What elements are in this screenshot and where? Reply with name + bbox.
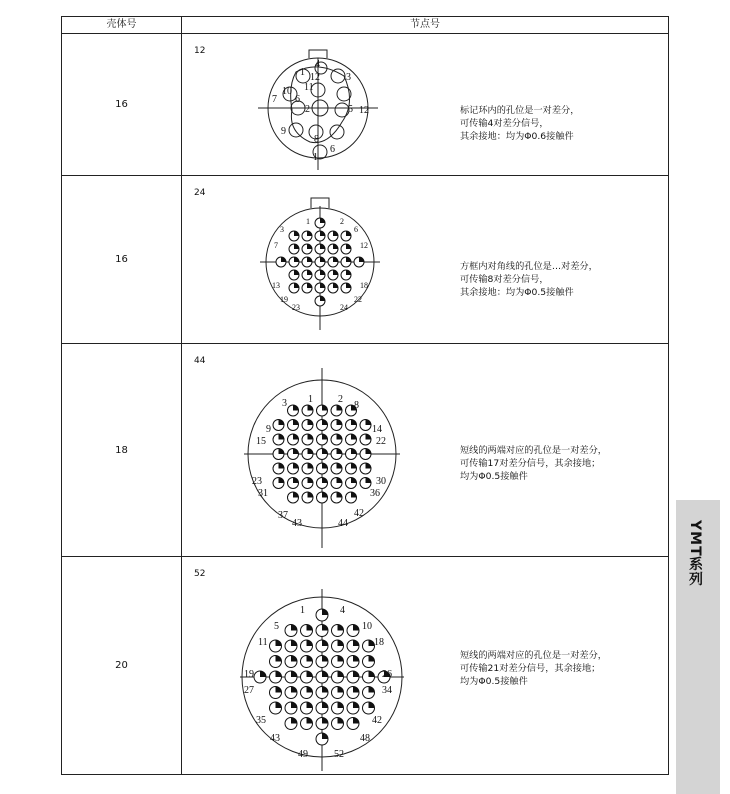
contact-pin-marker bbox=[351, 492, 357, 498]
contact-pin-marker bbox=[351, 434, 357, 440]
pin-label: 5 bbox=[348, 104, 353, 115]
pin-label: 42 bbox=[354, 508, 364, 519]
contact-pin-marker bbox=[322, 434, 328, 440]
contact-pin-marker bbox=[308, 434, 314, 440]
contact-pin-marker bbox=[337, 434, 343, 440]
pin-label: 44 bbox=[338, 518, 348, 529]
contact-pin-marker bbox=[320, 218, 325, 223]
contact-pin-marker bbox=[291, 640, 297, 646]
pin-label: 7 bbox=[272, 94, 277, 105]
shell-number: 16 bbox=[62, 176, 182, 343]
contact-pin-marker bbox=[276, 671, 282, 677]
contact-pin-marker bbox=[366, 434, 372, 440]
pin-label: 3 bbox=[282, 398, 287, 409]
contact-pin-marker bbox=[308, 449, 314, 455]
pin-label: 43 bbox=[270, 733, 280, 744]
contact-pin-marker bbox=[322, 609, 328, 615]
contact-pin-marker bbox=[320, 283, 325, 288]
pin-label: 1 bbox=[300, 605, 305, 616]
contact-pin-marker bbox=[338, 718, 344, 724]
contact-number-header: 节点号 bbox=[410, 19, 440, 30]
contact-pin-marker bbox=[293, 492, 299, 498]
contact-pin-marker bbox=[322, 492, 328, 498]
contact-pin-marker bbox=[308, 492, 314, 498]
pin-label: 31 bbox=[258, 488, 268, 499]
contact-pin-marker bbox=[293, 405, 299, 411]
contact-pin-marker bbox=[307, 640, 313, 646]
contact-pin-marker bbox=[353, 625, 359, 631]
pin-note: 短线的两端对应的孔位是一对差分， 可传输21对差分信号，其余接地； 均为Φ0.5接触件 bbox=[460, 650, 607, 687]
contact-pin-marker bbox=[322, 449, 328, 455]
contact-pin-marker bbox=[307, 687, 313, 693]
contact-pin-marker bbox=[293, 420, 299, 426]
contact-pin-marker bbox=[346, 270, 351, 275]
contact-pin-marker bbox=[351, 420, 357, 426]
pin-label: 7 bbox=[274, 241, 278, 250]
shell-number: 16 bbox=[62, 34, 182, 175]
pin-label: 6 bbox=[295, 94, 300, 105]
contact-pin-marker bbox=[322, 625, 328, 631]
pin-label: 19 bbox=[280, 295, 288, 304]
contact-pin-marker bbox=[320, 296, 325, 301]
contact-pin-marker bbox=[353, 640, 359, 646]
contact-pin-marker bbox=[353, 718, 359, 724]
contact-pin-marker bbox=[322, 478, 328, 484]
contact-pin-marker bbox=[351, 449, 357, 455]
shell-number-header: 壳体号 bbox=[62, 17, 182, 33]
insert-diagram-12 bbox=[258, 42, 378, 170]
contact-pin-marker bbox=[276, 640, 282, 646]
pin-label: 12 bbox=[359, 105, 369, 116]
contact-pin-marker bbox=[279, 478, 285, 484]
contact-pin-marker bbox=[293, 449, 299, 455]
contact-pin-marker bbox=[279, 463, 285, 469]
contact-pin-marker bbox=[338, 671, 344, 677]
pin-label: 10 bbox=[282, 86, 292, 97]
contact-count: 52 bbox=[194, 569, 206, 579]
contact-pin-marker bbox=[294, 231, 299, 236]
contact-pin-marker bbox=[369, 702, 375, 708]
contact-pin-marker bbox=[307, 231, 312, 236]
insert-diagram-24 bbox=[258, 182, 382, 332]
pin-label: 5 bbox=[274, 621, 279, 632]
series-label: YMT系列 bbox=[687, 520, 703, 587]
pin-label: 27 bbox=[244, 685, 254, 696]
contact-pin-marker bbox=[353, 671, 359, 677]
pin-note: 标记环内的孔位是一对差分， 可传输4对差分信号， 其余接地：均为Φ0.6接触件 bbox=[460, 105, 580, 142]
pin-label: 4 bbox=[315, 59, 320, 70]
contact-pin-marker bbox=[308, 463, 314, 469]
pin-label: 12 bbox=[360, 241, 368, 250]
contact-pin-marker bbox=[291, 671, 297, 677]
contact-pin-marker bbox=[333, 244, 338, 249]
contact-pin-marker bbox=[333, 231, 338, 236]
pin-label: 11 bbox=[304, 82, 314, 93]
pin-label: 26 bbox=[382, 669, 392, 680]
contact-pin-marker bbox=[338, 625, 344, 631]
contact-pin-marker bbox=[346, 257, 351, 262]
table-row bbox=[62, 557, 668, 774]
pin-label: 49 bbox=[298, 749, 308, 760]
pin-label: 1 bbox=[300, 67, 305, 78]
pin-label: 4 bbox=[340, 605, 345, 616]
pin-label: 30 bbox=[376, 476, 386, 487]
contact-pin-marker bbox=[338, 640, 344, 646]
table-row bbox=[62, 34, 668, 176]
pin-label: 22 bbox=[354, 295, 362, 304]
contact-pin-marker bbox=[322, 463, 328, 469]
contact-count: 24 bbox=[194, 188, 206, 198]
pin-label: 8 bbox=[314, 134, 319, 145]
contact-pin-marker bbox=[346, 283, 351, 288]
pin-label: 19 bbox=[244, 669, 254, 680]
contact-pin-marker bbox=[333, 257, 338, 262]
contact-pin-marker bbox=[293, 434, 299, 440]
pin-note: 方框内对角线的孔位是…对差分， 可传输8对差分信号， 其余接地：均为Φ0.5接触件 bbox=[460, 261, 598, 298]
contact-pin-marker bbox=[291, 702, 297, 708]
pin-label: 48 bbox=[360, 733, 370, 744]
contact-pin-marker bbox=[359, 257, 364, 262]
contact-pin-marker bbox=[294, 283, 299, 288]
pin-label: 8 bbox=[354, 400, 359, 411]
pin-label: 6 bbox=[330, 144, 335, 155]
contact-pin-marker bbox=[369, 687, 375, 693]
pin-label: 9 bbox=[281, 126, 286, 137]
contact-pin-marker bbox=[276, 656, 282, 662]
pin-label: 1 bbox=[308, 394, 313, 405]
contact-pin-marker bbox=[294, 270, 299, 275]
contact-pin-marker bbox=[279, 434, 285, 440]
contact-pin-marker bbox=[307, 244, 312, 249]
pin-label: 3 bbox=[280, 225, 284, 234]
pin-label: 37 bbox=[278, 510, 288, 521]
contact-pin-marker bbox=[294, 257, 299, 262]
contact-pin-marker bbox=[293, 463, 299, 469]
contact-pin-marker bbox=[322, 671, 328, 677]
contact-pin-marker bbox=[307, 283, 312, 288]
contact-pin-marker bbox=[369, 656, 375, 662]
contact-pin-marker bbox=[337, 463, 343, 469]
contact-pin-marker bbox=[351, 463, 357, 469]
contact-pin-marker bbox=[307, 656, 313, 662]
pin-label: 2 bbox=[338, 394, 343, 405]
contact-pin-marker bbox=[307, 270, 312, 275]
contact-pin-marker bbox=[291, 718, 297, 724]
contact-pin-marker bbox=[291, 625, 297, 631]
pin-label: 52 bbox=[334, 749, 344, 760]
pin-label: 43 bbox=[292, 518, 302, 529]
contact-pin-marker bbox=[337, 405, 343, 411]
contact-pin-marker bbox=[353, 687, 359, 693]
contact-count: 44 bbox=[194, 356, 206, 366]
pin-label: 23 bbox=[252, 476, 262, 487]
contact-pin-marker bbox=[322, 640, 328, 646]
contact-pin-marker bbox=[320, 244, 325, 249]
pin-label: 22 bbox=[376, 436, 386, 447]
contact-pin-marker bbox=[337, 420, 343, 426]
contact-pin-marker bbox=[281, 257, 286, 262]
pin-label: 34 bbox=[382, 685, 392, 696]
contact-pin-marker bbox=[353, 656, 359, 662]
pin-label: 12 bbox=[310, 72, 320, 83]
pin-label: 1 bbox=[306, 217, 310, 226]
contact-pin-marker bbox=[293, 478, 299, 484]
contact-pin-marker bbox=[369, 671, 375, 677]
contact-pin-marker bbox=[307, 718, 313, 724]
pin-label: 15 bbox=[256, 436, 266, 447]
contact-pin-marker bbox=[260, 671, 266, 677]
insert-diagram-52 bbox=[238, 581, 406, 773]
contact-pin-marker bbox=[307, 257, 312, 262]
contact-pin-marker bbox=[322, 702, 328, 708]
connector-table bbox=[61, 16, 669, 775]
contact-pin-marker bbox=[366, 478, 372, 484]
contact-pin-marker bbox=[351, 478, 357, 484]
contact-pin-marker bbox=[322, 687, 328, 693]
contact-pin-marker bbox=[322, 405, 328, 411]
contact-pin-marker bbox=[353, 702, 359, 708]
pin-label: 18 bbox=[360, 281, 368, 290]
contact-pin-marker bbox=[333, 283, 338, 288]
contact-pin-marker bbox=[308, 405, 314, 411]
pin-label: 2 bbox=[305, 104, 310, 115]
contact-pin-marker bbox=[308, 478, 314, 484]
pin-label: 11 bbox=[258, 637, 268, 648]
contact-pin-marker bbox=[308, 420, 314, 426]
contact-pin-marker bbox=[333, 270, 338, 275]
shell-number: 20 bbox=[62, 557, 182, 774]
pin-label: 6 bbox=[354, 225, 358, 234]
contact-pin-marker bbox=[276, 702, 282, 708]
contact-pin-marker bbox=[294, 244, 299, 249]
contact-pin-marker bbox=[338, 656, 344, 662]
pin-label: 9 bbox=[266, 424, 271, 435]
pin-label: 3 bbox=[346, 72, 351, 83]
contact-pin-marker bbox=[307, 625, 313, 631]
contact-pin-marker bbox=[279, 420, 285, 426]
contact-pin-marker bbox=[307, 702, 313, 708]
pin-label: 24 bbox=[340, 303, 348, 312]
contact-count: 12 bbox=[194, 46, 206, 56]
contact-pin-marker bbox=[291, 687, 297, 693]
contact-pin-marker bbox=[307, 671, 313, 677]
contact-pin-marker bbox=[320, 257, 325, 262]
contact-pin-marker bbox=[320, 231, 325, 236]
pin-label: 35 bbox=[256, 715, 266, 726]
pin-label: 10 bbox=[362, 621, 372, 632]
pin-note: 短线的两端对应的孔位是一对差分， 可传输17对差分信号，其余接地； 均为Φ0.5接触件 bbox=[460, 445, 607, 482]
pin-label: 13 bbox=[272, 281, 280, 290]
insert-diagram-44 bbox=[242, 358, 402, 548]
contact-pin-marker bbox=[346, 244, 351, 249]
contact-pin-marker bbox=[322, 733, 328, 739]
contact-pin-marker bbox=[279, 449, 285, 455]
contact-pin-marker bbox=[320, 270, 325, 275]
contact-pin-marker bbox=[366, 463, 372, 469]
contact-pin-marker bbox=[366, 420, 372, 426]
contact-pin-marker bbox=[276, 687, 282, 693]
contact-pin-marker bbox=[337, 449, 343, 455]
contact-pin-marker bbox=[291, 656, 297, 662]
pin-label: 14 bbox=[372, 424, 382, 435]
shell-number: 18 bbox=[62, 344, 182, 556]
contact-pin-marker bbox=[366, 449, 372, 455]
pin-label: 2 bbox=[340, 217, 344, 226]
table-header bbox=[62, 17, 668, 34]
table-row bbox=[62, 344, 668, 557]
contact-pin-marker bbox=[346, 231, 351, 236]
pin-label: 18 bbox=[374, 637, 384, 648]
contact-pin-marker bbox=[322, 718, 328, 724]
contact-pin-marker bbox=[337, 492, 343, 498]
pin-label: 23 bbox=[292, 303, 300, 312]
contact-pin-marker bbox=[322, 420, 328, 426]
table-row bbox=[62, 176, 668, 344]
series-side-tab bbox=[676, 500, 720, 794]
contact-pin-marker bbox=[337, 478, 343, 484]
contact-pin-marker bbox=[338, 687, 344, 693]
pin-label: 36 bbox=[370, 488, 380, 499]
pin-label: 1 bbox=[313, 152, 318, 163]
contact-pin-marker bbox=[338, 702, 344, 708]
contact-pin-marker bbox=[322, 656, 328, 662]
pin-label: 42 bbox=[372, 715, 382, 726]
